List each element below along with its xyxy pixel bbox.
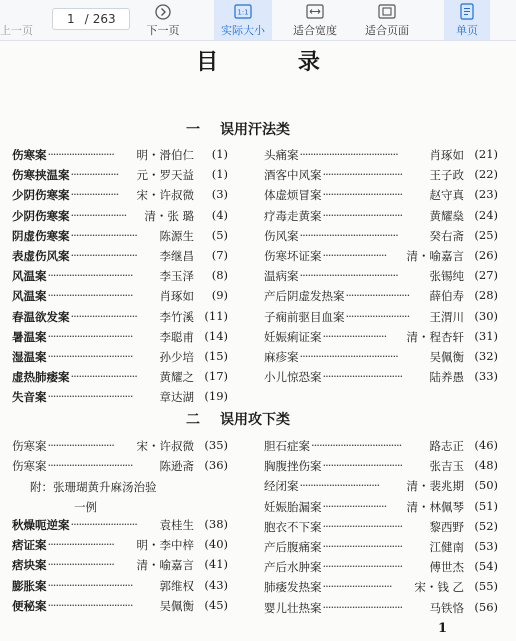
toc-entry-page: (56) <box>474 599 498 614</box>
total-pages: 263 <box>92 12 116 26</box>
toc-entry-author: 王渭川 <box>429 309 464 324</box>
toc-entry[interactable] <box>264 185 504 205</box>
toc-entry[interactable] <box>264 226 504 246</box>
actual-size-button[interactable] <box>214 0 272 40</box>
next-page-icon <box>155 3 171 20</box>
toc-entry-page: (28) <box>474 288 498 303</box>
toc-entry-author: 陈逊斋 <box>159 459 194 474</box>
toc-entry-author: 袁桂生 <box>159 518 194 532</box>
toc-entry[interactable] <box>264 165 504 185</box>
toc-entry-page: (15) <box>204 348 228 363</box>
toc-entry-page: (1) <box>211 167 228 182</box>
dot-leader: ························· <box>47 537 114 552</box>
toc-entry-page: (53) <box>474 538 498 553</box>
toc-entry-author: 肖琢如 <box>159 289 194 304</box>
page-number: 1 <box>438 621 448 636</box>
toc-entry[interactable] <box>12 596 230 616</box>
dot-leader: ························· <box>47 147 114 161</box>
dot-leader: ································ <box>47 288 133 303</box>
dot-leader: ································ <box>47 389 133 404</box>
toc-entry[interactable] <box>12 456 230 476</box>
single-page-icon <box>460 3 474 20</box>
dot-leader: ······························ <box>322 167 403 182</box>
toc-entry[interactable] <box>264 436 504 456</box>
toc-entry[interactable] <box>264 577 504 597</box>
toc-entry-page: (3) <box>211 187 228 202</box>
next-page-button[interactable] <box>140 0 186 40</box>
toc-entry-author: 傅世杰 <box>429 560 464 575</box>
toc-entry-name: 秋燥呃逆案 <box>12 518 70 532</box>
toc-entry-name: 产后水肿案 <box>264 560 322 575</box>
toc-entry[interactable] <box>12 206 230 226</box>
dot-leader: ································ <box>47 597 133 612</box>
dot-leader: ····································· <box>299 348 398 363</box>
toc-entry-author: 郭维权 <box>159 578 194 593</box>
toc-entry-name: 子痫前驱目血案 <box>264 309 345 324</box>
document-page <box>0 41 516 641</box>
toc-entry-page: (48) <box>474 458 498 473</box>
toc-entry-name: 春温欲发案 <box>12 309 70 324</box>
toc-entry-name: 少阴伤寒案 <box>12 188 70 203</box>
dot-leader: ······························ <box>322 369 403 384</box>
toc-entry-name: 体虚烦冒案 <box>264 188 322 203</box>
dot-leader: ························· <box>47 557 114 572</box>
toc-entry-name: 膨胀案 <box>12 578 47 593</box>
section-title: 误用汗法类 <box>220 122 290 138</box>
toc-entry-author: 宋・许叔微 <box>136 188 194 203</box>
toc-entry-page: (22) <box>474 167 498 182</box>
toc-entry-name: 妊娠胎漏案 <box>264 499 322 514</box>
toc-entry[interactable] <box>264 145 504 165</box>
toc-entry[interactable] <box>12 515 230 535</box>
toc-entry-author: 黄耀之 <box>159 370 194 385</box>
dot-leader: ································ <box>47 458 133 473</box>
toc-entry-name: 麻疹案 <box>264 349 299 364</box>
toc-entry[interactable] <box>264 307 504 327</box>
toc-entry-name: 肺痿发热案 <box>264 580 322 595</box>
toc-entry-author: 王子政 <box>429 168 464 183</box>
dot-leader: ························· <box>70 369 137 384</box>
toc-entry-name: 温病案 <box>264 269 299 284</box>
toc-entry-page: (54) <box>474 559 498 574</box>
dot-leader: ·················· <box>70 187 119 202</box>
toc-entry-name: 痞证案 <box>12 538 47 553</box>
toc-entry-name: 伤寒挟温案 <box>12 168 70 183</box>
appendix-note-line-1: 附：张珊瑚黄升麻汤治验 <box>30 480 157 494</box>
toc-entry-name: 湿温案 <box>12 349 47 364</box>
dot-leader: ······························ <box>322 207 403 222</box>
toc-entry-name: 疗毒走黄案 <box>264 208 322 223</box>
section-number: 一 <box>186 122 200 138</box>
toc-entry[interactable] <box>264 246 504 266</box>
appendix-note-line-2: 一例 <box>74 500 97 514</box>
toc-column-left-1 <box>12 145 230 407</box>
toc-entry-author: 江健南 <box>429 539 464 554</box>
toc-entry-author: 癸右斋 <box>429 228 464 243</box>
toc-entry-author: 黄耀燊 <box>429 208 464 223</box>
toc-entry-name: 伤寒案 <box>12 439 47 453</box>
section-number: 二 <box>186 412 200 428</box>
toc-entry-page: (30) <box>474 308 498 323</box>
toc-entry-author: 马铁恪 <box>429 600 464 615</box>
toc-entry-page: (1) <box>211 147 228 161</box>
toc-entry-name: 风温案 <box>12 269 47 284</box>
toc-entry-author: 宋・钱 乙 <box>414 580 464 595</box>
dot-leader: ······························ <box>322 559 403 574</box>
toc-entry[interactable] <box>12 185 230 205</box>
section-title: 误用攻下类 <box>220 412 290 428</box>
toc-entry-name: 胆石症案 <box>264 439 310 453</box>
actual-size-label: 实际大小 <box>221 24 265 37</box>
dot-leader: ······························ <box>322 187 403 202</box>
toc-entry-name: 便秘案 <box>12 598 47 613</box>
toc-column-right-1 <box>264 145 504 387</box>
toc-entry-name: 胞衣不下案 <box>264 519 322 534</box>
dot-leader: ························· <box>70 227 137 242</box>
toc-entry-page: (52) <box>474 518 498 533</box>
toc-entry-page: (5) <box>211 227 228 242</box>
toc-entry-author: 张吉玉 <box>429 459 464 474</box>
toc-entry-name: 表虚伤风案 <box>12 248 70 263</box>
dot-leader: ························· <box>70 517 137 531</box>
toc-entry-name: 失音案 <box>12 390 47 405</box>
dot-leader: ························· <box>47 438 114 452</box>
toc-entry-page: (50) <box>474 478 498 493</box>
toc-column-left-2a <box>12 436 230 476</box>
toc-entry[interactable] <box>12 145 230 165</box>
toc-entry-page: (19) <box>204 389 228 404</box>
toc-entry-name: 胸腹挫伤案 <box>264 459 322 474</box>
toc-entry-name: 少阴伤寒案 <box>12 208 70 223</box>
toc-entry-page: (14) <box>204 328 228 343</box>
toc-entry-author: 吴佩衡 <box>429 349 464 364</box>
dot-leader: ························ <box>345 308 410 323</box>
page-number-input[interactable] <box>52 8 130 30</box>
toc-entry[interactable] <box>264 537 504 557</box>
fit-width-button[interactable] <box>286 0 344 40</box>
toc-entry[interactable] <box>12 387 230 407</box>
toc-entry-page: (45) <box>204 597 228 612</box>
toc-entry[interactable] <box>264 557 504 577</box>
actual-size-icon <box>234 3 252 20</box>
single-page-label: 单页 <box>456 24 478 37</box>
toc-entry-name: 伤寒案 <box>12 459 47 474</box>
toc-entry-page: (9) <box>211 288 228 303</box>
toc-entry[interactable] <box>12 576 230 596</box>
toc-entry-page: (17) <box>204 369 228 384</box>
toc-entry-name: 婴儿壮热案 <box>264 600 322 615</box>
toc-entry-page: (26) <box>474 247 498 262</box>
toc-entry-author: 元・罗天益 <box>136 168 194 183</box>
toc-entry[interactable] <box>264 476 504 496</box>
toc-entry[interactable] <box>264 497 504 517</box>
toc-entry-author: 李竹溪 <box>159 309 194 324</box>
toc-entry-name: 虚热肺痿案 <box>12 370 70 385</box>
toc-entry-name: 痞块案 <box>12 558 47 573</box>
toc-entry-author: 清・张 璐 <box>144 208 194 223</box>
next-page-label: 下一页 <box>146 24 180 37</box>
toc-entry-author: 章达湖 <box>159 390 194 405</box>
dot-leader: ·················· <box>70 167 119 182</box>
toc-entry-author: 明・滑伯仁 <box>136 148 194 162</box>
toc-entry-author: 清・喻嘉言 <box>406 248 464 263</box>
dot-leader: ····················· <box>70 207 127 222</box>
toc-entry[interactable] <box>264 266 504 286</box>
toc-entry-page: (24) <box>474 207 498 222</box>
dot-leader: ························ <box>345 288 410 303</box>
toc-entry[interactable] <box>12 367 230 387</box>
dot-leader: ····································· <box>299 147 398 161</box>
toc-entry-page: (33) <box>474 369 498 384</box>
toc-entry[interactable] <box>12 327 230 347</box>
toc-entry-page: (4) <box>211 207 228 222</box>
dot-leader: ······························ <box>322 538 403 553</box>
toc-entry-page: (25) <box>474 227 498 242</box>
toc-entry-author: 赵守真 <box>429 188 464 203</box>
toc-entry-author: 吴佩衡 <box>159 598 194 613</box>
dot-leader: ······························ <box>322 458 403 473</box>
dot-leader: ······························ <box>322 518 403 533</box>
toc-entry-author: 清・喻嘉言 <box>136 558 194 573</box>
toc-entry-page: (36) <box>204 458 228 473</box>
page-separator: / <box>84 12 89 26</box>
toc-entry-page: (55) <box>474 579 498 594</box>
toc-entry-name: 妊娠痢证案 <box>264 329 322 344</box>
toc-entry-author: 肖琢如 <box>429 148 464 162</box>
dot-leader: ····································· <box>299 227 398 242</box>
toc-entry[interactable] <box>264 286 504 306</box>
toc-entry-name: 伤寒案 <box>12 148 47 162</box>
toc-entry-name: 产后阴虚发热案 <box>264 289 345 304</box>
dot-leader: ································ <box>47 348 133 363</box>
toc-entry-page: (32) <box>474 348 498 363</box>
toc-entry-page: (38) <box>204 517 228 531</box>
toc-entry-page: (21) <box>474 147 498 161</box>
toc-entry-page: (27) <box>474 268 498 283</box>
dot-leader: ························ <box>322 328 387 343</box>
toc-entry-page: (51) <box>474 498 498 513</box>
toc-entry-author: 明・李中梓 <box>136 538 194 553</box>
toc-entry-page: (23) <box>474 187 498 202</box>
toc-entry[interactable] <box>264 367 504 387</box>
toc-entry[interactable] <box>264 347 504 367</box>
dot-leader: ·························· <box>322 579 392 594</box>
toc-entry-author: 清・裴兆期 <box>406 479 464 494</box>
toc-entry-name: 伤风案 <box>264 228 299 243</box>
toc-entry-author: 孙少培 <box>159 349 194 364</box>
toc-entry-author: 路志正 <box>429 439 464 453</box>
toc-entry-page: (41) <box>204 557 228 572</box>
toc-entry-page: (7) <box>211 247 228 262</box>
toc-entry-author: 清・林佩琴 <box>406 499 464 514</box>
section-heading-2 <box>186 409 290 429</box>
toc-entry-author: 陈源生 <box>159 228 194 243</box>
dot-leader: ························· <box>70 247 137 262</box>
toc-entry[interactable] <box>12 286 230 306</box>
toc-entry[interactable] <box>12 347 230 367</box>
toc-entry-name: 小儿惊恐案 <box>264 370 322 385</box>
toc-entry-name: 阴虚伤寒案 <box>12 228 70 243</box>
fit-width-label: 适合宽度 <box>293 24 337 37</box>
dot-leader: ························ <box>322 498 387 513</box>
toc-entry-name: 暑温案 <box>12 329 47 344</box>
section-heading-1 <box>186 119 290 139</box>
toc-entry[interactable] <box>12 246 230 266</box>
toc-entry[interactable] <box>12 436 230 456</box>
dot-leader: ·································· <box>311 438 402 452</box>
toc-entry-name: 产后腹痛案 <box>264 539 322 554</box>
single-page-button[interactable] <box>444 0 490 40</box>
toc-entry-author: 张锡纯 <box>429 269 464 284</box>
dot-leader: ························ <box>322 247 387 262</box>
toc-entry[interactable] <box>12 266 230 286</box>
dot-leader: ································ <box>47 328 133 343</box>
toc-entry-page: (31) <box>474 328 498 343</box>
toc-entry[interactable] <box>264 598 504 618</box>
fit-page-icon <box>378 3 396 20</box>
viewer-toolbar <box>0 0 516 41</box>
toc-entry[interactable] <box>264 456 504 476</box>
dot-leader: ································ <box>47 577 133 592</box>
toc-entry-name: 头痛案 <box>264 148 299 162</box>
toc-entry[interactable] <box>264 327 504 347</box>
toc-entry-page: (43) <box>204 577 228 592</box>
toc-entry-author: 黎西野 <box>429 519 464 534</box>
toc-entry-author: 薛伯寿 <box>429 289 464 304</box>
toc-entry-author: 李玉泽 <box>159 269 194 284</box>
toc-entry[interactable] <box>12 307 230 327</box>
toc-entry-name: 风温案 <box>12 289 47 304</box>
dot-leader: ······························ <box>322 599 403 614</box>
page-title: 目 录 <box>196 49 356 75</box>
toc-entry[interactable] <box>12 165 230 185</box>
toc-entry-page: (40) <box>204 537 228 552</box>
dot-leader: ····································· <box>299 268 398 283</box>
toc-column-left-2b <box>12 515 230 616</box>
toc-entry[interactable] <box>12 555 230 575</box>
toc-entry-author: 李继昌 <box>159 248 194 263</box>
dot-leader: ························· <box>70 308 137 323</box>
toc-entry-page: (11) <box>204 308 228 323</box>
toc-entry-page: (46) <box>474 438 498 452</box>
dot-leader: ······························ <box>299 478 380 493</box>
dot-leader: ································ <box>47 268 133 283</box>
toc-entry-author: 李聪甫 <box>159 329 194 344</box>
toc-entry[interactable] <box>264 206 504 226</box>
toc-entry-author: 清・程杏轩 <box>406 329 464 344</box>
toc-column-right-2 <box>264 436 504 618</box>
toc-entry-author: 宋・许叔微 <box>136 439 194 453</box>
prev-page-button[interactable]: 上一页 <box>0 24 33 37</box>
fit-width-icon <box>306 3 324 20</box>
toc-entry[interactable] <box>12 535 230 555</box>
toc-entry-page: (35) <box>204 438 228 452</box>
svg-text:1:1: 1:1 <box>237 8 249 17</box>
toc-entry[interactable] <box>12 226 230 246</box>
toc-entry-page: (8) <box>211 268 228 283</box>
current-page-value[interactable]: 1 <box>67 12 75 26</box>
fit-page-button[interactable] <box>356 0 418 40</box>
toc-entry-author: 陆养愚 <box>429 370 464 385</box>
fit-page-label: 适合页面 <box>365 24 409 37</box>
toc-entry-name: 经闭案 <box>264 479 299 494</box>
toc-entry[interactable] <box>264 517 504 537</box>
toc-entry-name: 酒客中风案 <box>264 168 322 183</box>
toc-entry-name: 伤寒坏证案 <box>264 248 322 263</box>
